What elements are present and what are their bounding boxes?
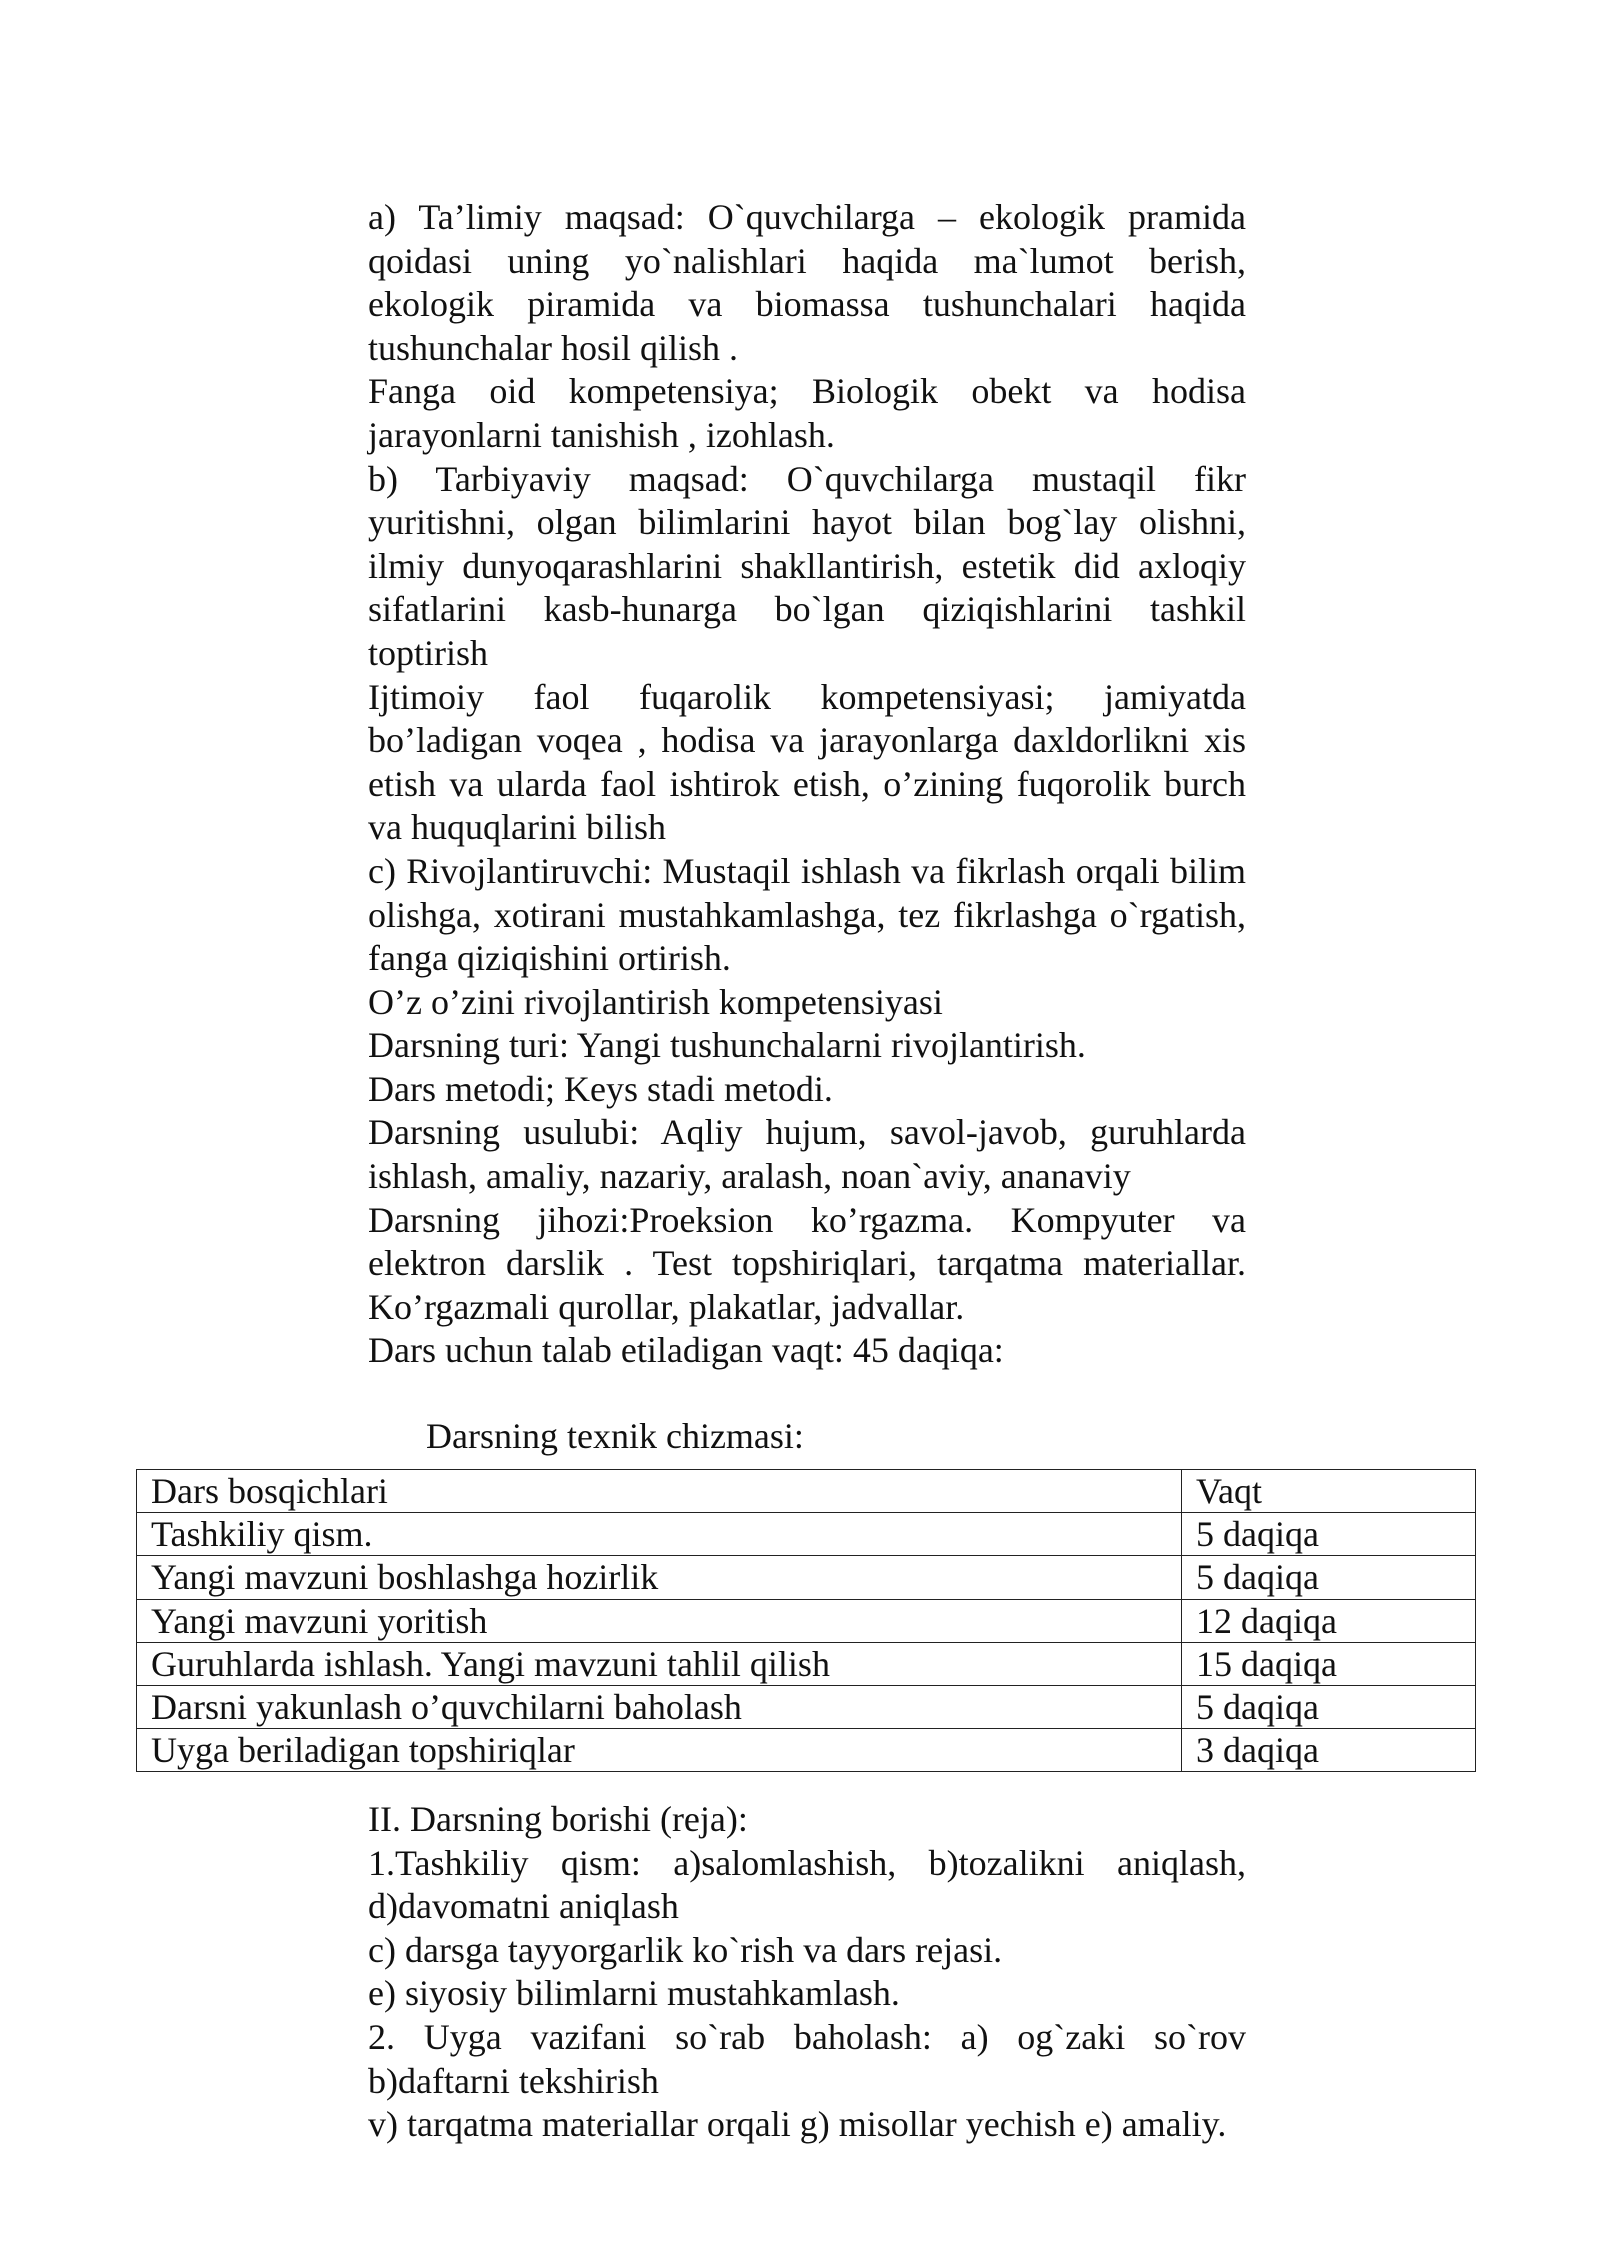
paragraph-lesson-type: Darsning turi: Yangi tushunchalarni rivojlantirish. xyxy=(368,1025,1086,1066)
table-row xyxy=(137,1642,1476,1685)
paragraph-preparation: c) darsga tayyorgarlik ko`rish va dars rejasi. xyxy=(368,1929,1003,1970)
time-cell: 5 daqiqa xyxy=(1182,1685,1476,1728)
lesson-procedure-block xyxy=(368,1798,1246,2147)
paragraph-developmental-goal: c) Rivojlantiruvchi: Mustaqil ishlash va fikrlash orqali bilim olishga, xotirani mustahkamlashga, tez fikrlashga o`rgatish, fanga qiziqishini ortirish. xyxy=(368,850,1246,979)
stage-cell: Darsni yakunlash o’quvchilarni baholash xyxy=(137,1685,1182,1728)
stage-cell: Yangi mavzuni yoritish xyxy=(137,1599,1182,1642)
time-cell: 15 daqiqa xyxy=(1182,1642,1476,1685)
time-cell: 3 daqiqa xyxy=(1182,1729,1476,1772)
table-row xyxy=(137,1729,1476,1772)
header-cell-time: Vaqt xyxy=(1182,1470,1476,1513)
stage-cell: Tashkiliy qism. xyxy=(137,1513,1182,1556)
paragraph-handouts: v) tarqatma materiallar orqali g) misollar yechish e) amaliy. xyxy=(368,2104,1227,2145)
lesson-plan-table xyxy=(136,1469,1476,1772)
paragraph-subject-competence: Fanga oid kompetensiya; Biologik obekt va hodisa jarayonlarni tanishish , izohlash. xyxy=(368,371,1246,455)
stage-cell: Guruhlarda ishlash. Yangi mavzuni tahlil qilish xyxy=(137,1642,1182,1685)
table-row xyxy=(137,1556,1476,1599)
table-header-row xyxy=(137,1470,1476,1513)
time-cell: 12 daqiqa xyxy=(1182,1599,1476,1642)
table-row xyxy=(137,1685,1476,1728)
table-row xyxy=(137,1513,1476,1556)
paragraph-lesson-equipment: Darsning jihozi:Proeksion ko’rgazma. Kompyuter va elektron darslik . Test topshiriqlari, tarqatma materiallar. Ko’rgazmali qurollar, plakatlar, jadvallar. xyxy=(368,1199,1246,1327)
time-cell: 5 daqiqa xyxy=(1182,1556,1476,1599)
paragraph-civic-competence: Ijtimoiy faol fuqarolik kompetensiyasi; jamiyatda bo’ladigan voqea , hodisa va jarayonlarga daxldorlikni xis etish va ularda faol ishtirok etish, o’zining fuqorolik burch va huquqlarini bilish xyxy=(368,676,1246,848)
paragraph-lesson-time: Dars uchun talab etiladigan vaqt: 45 daqiqa: xyxy=(368,1330,1004,1371)
paragraph-political-knowledge: e) siyosiy bilimlarni mustahkamlash. xyxy=(368,1973,900,2014)
header-cell-stages: Dars bosqichlari xyxy=(137,1470,1182,1513)
paragraph-lesson-method: Dars metodi; Keys stadi metodi. xyxy=(368,1068,833,1109)
table-title: Darsning texnik chizmasi: xyxy=(426,1416,804,1456)
paragraph-educational-goal: a) Ta’limiy maqsad: O`quvchilarga – ekologik pramida qoidasi uning yo`nalishlari haqida ma`lumot berish, ekologik piramida va biomassa tushunchalari haqida tushunchalar hosil qilish . xyxy=(368,197,1246,368)
paragraph-lesson-style: Darsning usulubi: Aqliy hujum, savol-javob, guruhlarda ishlash, amaliy, nazariy, aralash, noan`aviy, ananaviy xyxy=(368,1112,1246,1197)
paragraph-self-development: O’z o’zini rivojlantirish kompetensiyasi xyxy=(368,981,943,1022)
stage-cell: Yangi mavzuni boshlashga hozirlik xyxy=(137,1556,1182,1599)
paragraph-organizational-part: 1.Tashkiliy qism: a)salomlashish, b)tozalikni aniqlash, d)davomatni aniqlash xyxy=(368,1842,1246,1927)
table-row xyxy=(137,1599,1476,1642)
lesson-objectives-block xyxy=(368,196,1246,1373)
stage-cell: Uyga beriladigan topshiriqlar xyxy=(137,1729,1182,1772)
paragraph-homework-check: 2. Uyga vazifani so`rab baholash: a) og`zaki so`rov b)daftarni tekshirish xyxy=(368,2016,1246,2101)
paragraph-upbringing-goal: b) Tarbiyaviy maqsad: O`quvchilarga mustaqil fikr yuritishni, olgan bilimlarini hayot bilan bog`lay olishni, ilmiy dunyoqarashlarini shakllantirish, estetik did axloqiy sifatlarini kasb-hunarga bo`lgan qiziqishlarini tashkil toptirish xyxy=(368,458,1246,673)
paragraph-procedure-heading: II. Darsning borishi (reja): xyxy=(368,1799,748,1839)
time-cell: 5 daqiqa xyxy=(1182,1513,1476,1556)
